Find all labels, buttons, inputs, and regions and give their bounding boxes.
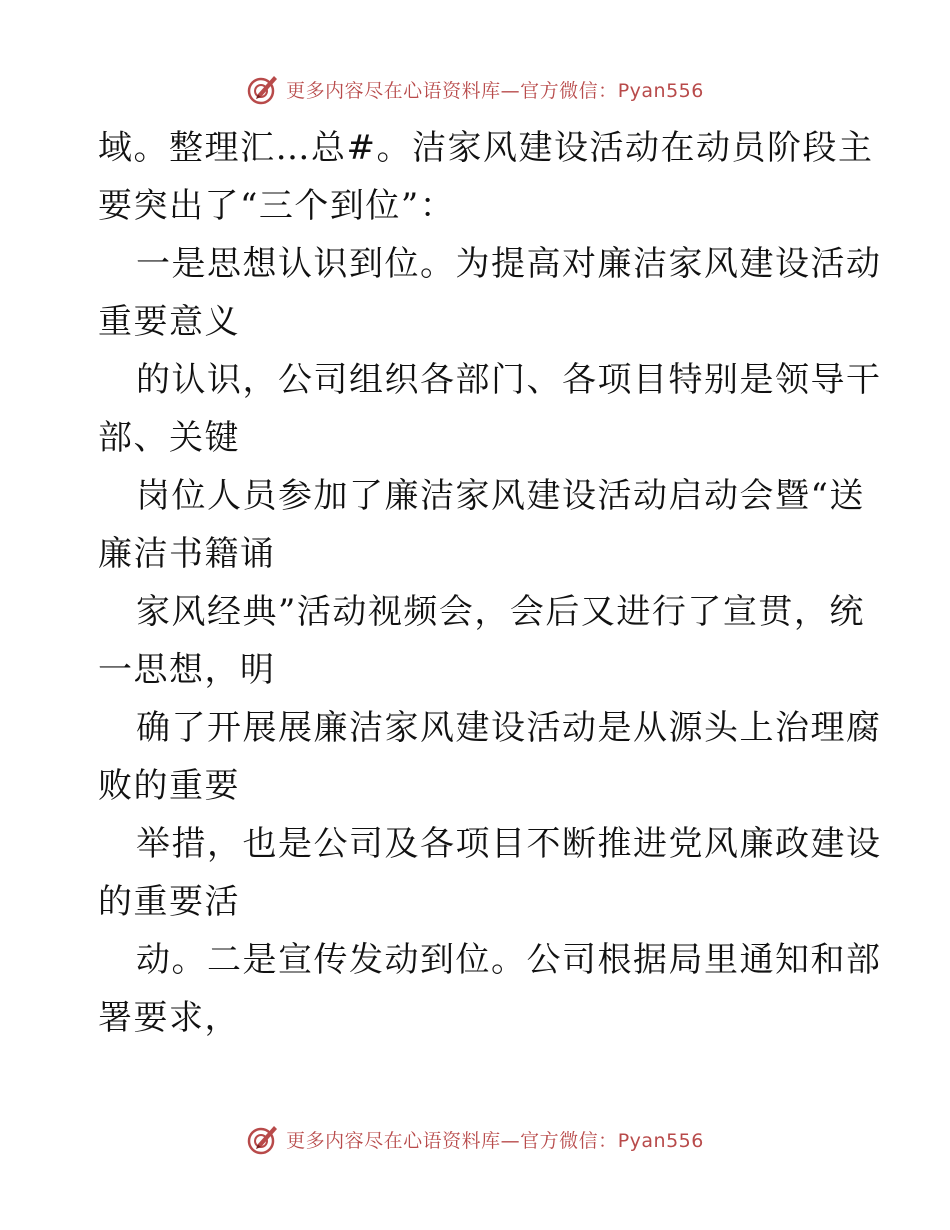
body-line: 一思想，明 — [98, 650, 276, 690]
body-line: 域。整理汇…总#。洁家风建设活动在动员阶段主 — [98, 128, 874, 168]
body-line: 廉洁书籍诵 — [98, 534, 276, 574]
footer-wechat-id: Pyan556 — [617, 1129, 704, 1152]
page-header — [0, 72, 950, 106]
body-line: 要突出了“三个到位”： — [98, 186, 456, 226]
header-wechat-label: 官方微信： — [520, 79, 618, 102]
footer-separator: — — [500, 1129, 521, 1152]
body-line: 重要意义 — [98, 302, 240, 342]
body-line: 岗位人员参加了廉洁家风建设活动启动会暨“送 — [136, 476, 865, 516]
body-line: 的重要活 — [98, 882, 240, 922]
header-banner-title: 更多内容尽在心语资料库 — [286, 79, 501, 102]
body-line: 家风经典”活动视频会，会后又进行了宣贯，统 — [136, 592, 865, 632]
header-wechat-id: Pyan556 — [617, 79, 704, 102]
body-line: 一是思想认识到位。为提高对廉洁家风建设活动 — [136, 244, 882, 284]
body-line: 部、关键 — [98, 418, 240, 458]
footer-banner — [286, 1126, 704, 1153]
brand-logo-icon — [246, 1122, 280, 1156]
footer-wechat-label: 官方微信： — [520, 1129, 618, 1152]
body-line: 的认识，公司组织各部门、各项目特别是领导干 — [136, 360, 882, 400]
footer-banner-title: 更多内容尽在心语资料库 — [286, 1129, 501, 1152]
header-banner — [286, 76, 704, 103]
header-separator: — — [500, 79, 521, 102]
body-line: 署要求， — [98, 998, 240, 1038]
page-footer — [0, 1122, 950, 1156]
brand-logo-icon — [246, 72, 280, 106]
body-line: 举措，也是公司及各项目不断推进党风廉政建设 — [136, 824, 882, 864]
body-line: 确了开展展廉洁家风建设活动是从源头上治理腐 — [136, 708, 882, 748]
body-line: 动。二是宣传发动到位。公司根据局里通知和部 — [136, 940, 882, 980]
body-line: 败的重要 — [98, 766, 240, 806]
